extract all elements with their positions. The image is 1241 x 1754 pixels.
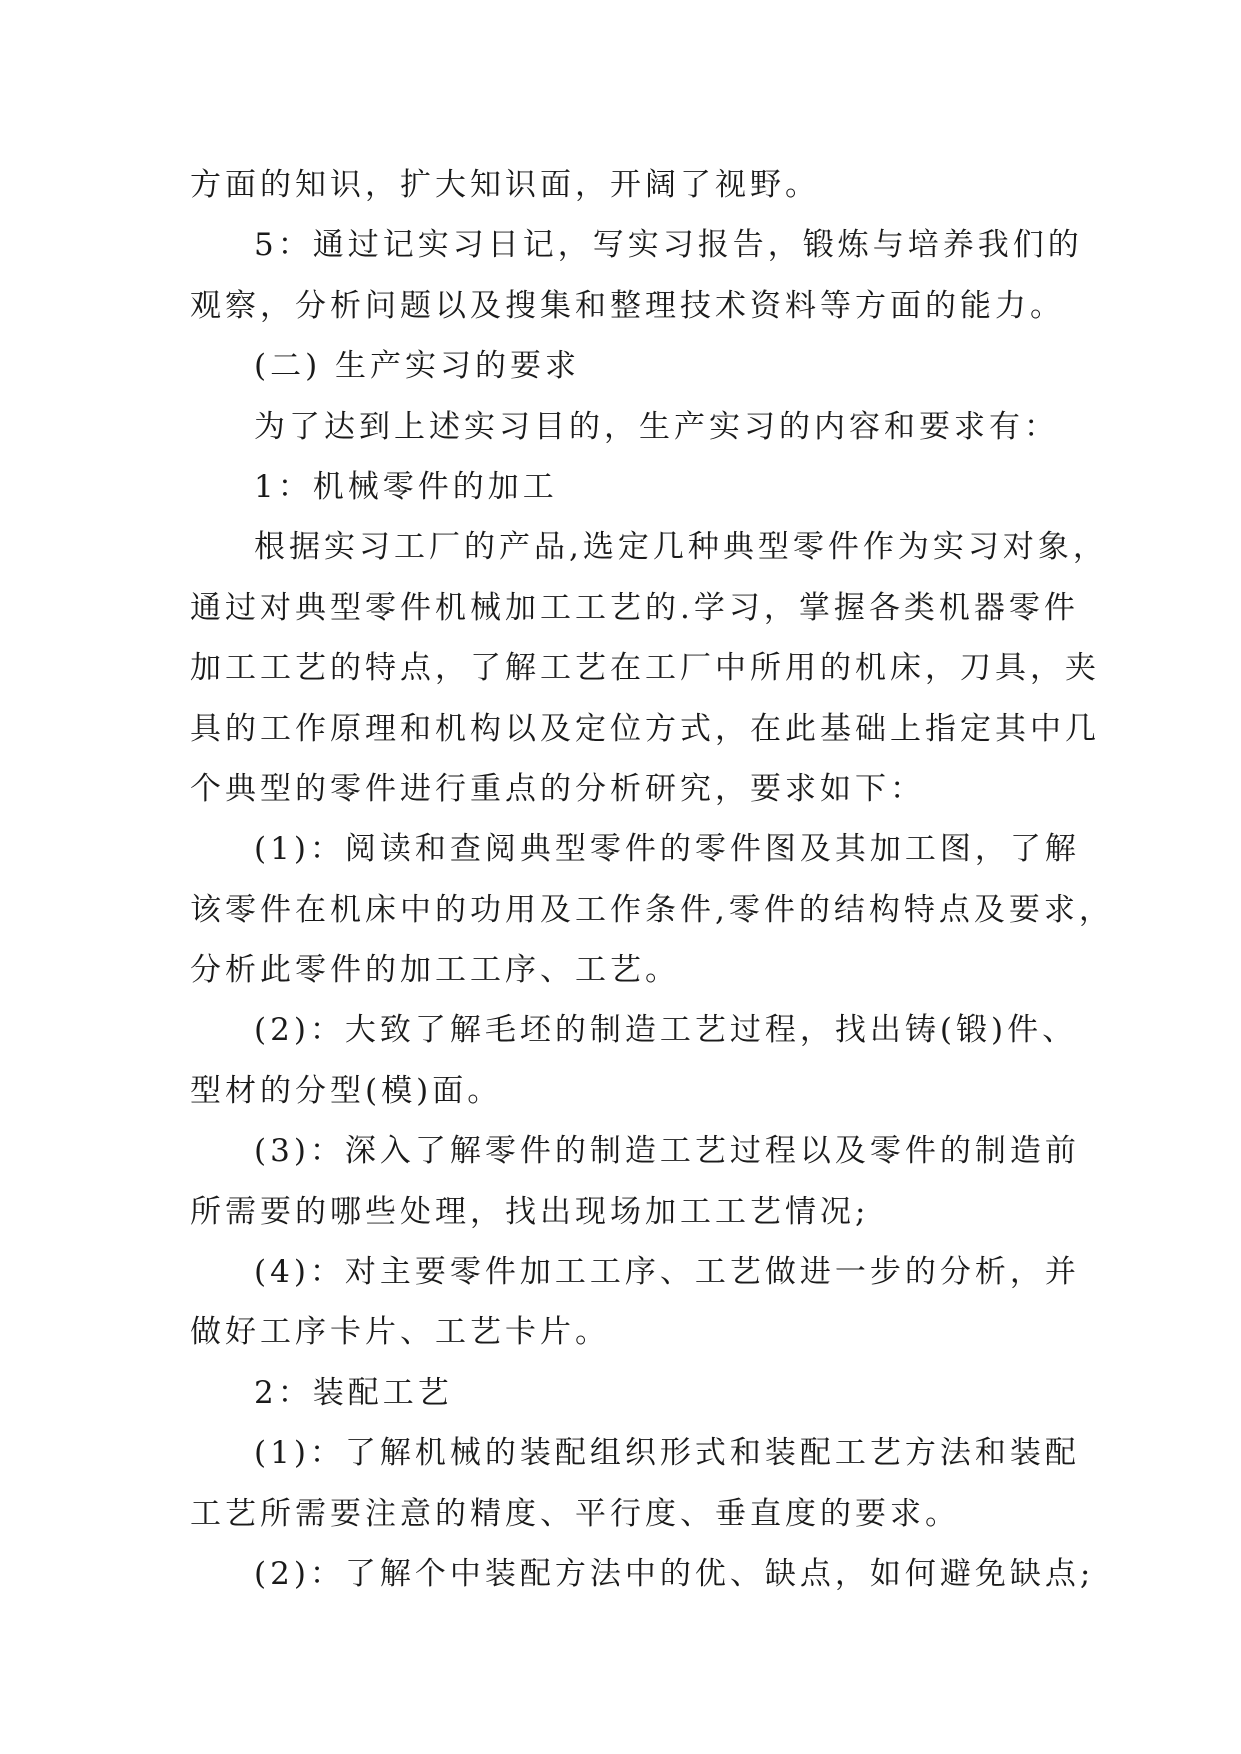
text-line: (1)：了解机械的装配组织形式和装配工艺方法和装配 (254, 1435, 1080, 1472)
text-line: 5：通过记实习日记，写实习报告，锻炼与培养我们的 (254, 227, 1083, 264)
text-line: 观察，分析问题以及搜集和整理技术资料等方面的能力。 (190, 287, 1065, 324)
text-line: (4)：对主要零件加工工序、工艺做进一步的分析，并 (254, 1254, 1080, 1291)
text-line: (2)：大致了解毛坯的制造工艺过程，找出铸(锻)件、 (254, 1012, 1078, 1049)
text-line: 工艺所需要注意的精度、平行度、垂直度的要求。 (190, 1495, 960, 1532)
subsection-heading: 1：机械零件的加工 (254, 468, 558, 505)
text-line: 该零件在机床中的功用及工作条件,零件的结构特点及要求， (190, 891, 1114, 928)
text-line: 所需要的哪些处理，找出现场加工工艺情况; (190, 1193, 870, 1230)
text-line: (3)：深入了解零件的制造工艺过程以及零件的制造前 (254, 1133, 1080, 1170)
text-line: 分析此零件的加工工序、工艺。 (190, 952, 680, 989)
text-line: 为了达到上述实习目的，生产实习的内容和要求有： (254, 408, 1059, 445)
subsection-heading: 2：装配工艺 (254, 1374, 453, 1411)
text-line: 做好工序卡片、工艺卡片。 (190, 1314, 610, 1351)
text-line: 根据实习工厂的产品,选定几种典型零件作为实习对象， (254, 529, 1108, 566)
section-heading: (二) 生产实习的要求 (254, 348, 581, 385)
text-line: 加工工艺的特点，了解工艺在工厂中所用的机床，刀具，夹 (190, 650, 1100, 687)
text-line: 具的工作原理和机构以及定位方式，在此基础上指定其中几 (190, 710, 1100, 747)
text-line: 个典型的零件进行重点的分析研究，要求如下： (190, 770, 925, 807)
text-line: 方面的知识，扩大知识面，开阔了视野。 (190, 167, 820, 203)
document-body (190, 155, 1114, 1604)
text-line: (2)：了解个中装配方法中的优、缺点，如何避免缺点; (254, 1555, 1095, 1592)
text-line: (1)：阅读和查阅典型零件的零件图及其加工图，了解 (254, 831, 1080, 868)
text-line: 型材的分型(模)面。 (190, 1072, 503, 1109)
text-line: 通过对典型零件机械加工工艺的.学习，掌握各类机器零件 (190, 589, 1079, 626)
